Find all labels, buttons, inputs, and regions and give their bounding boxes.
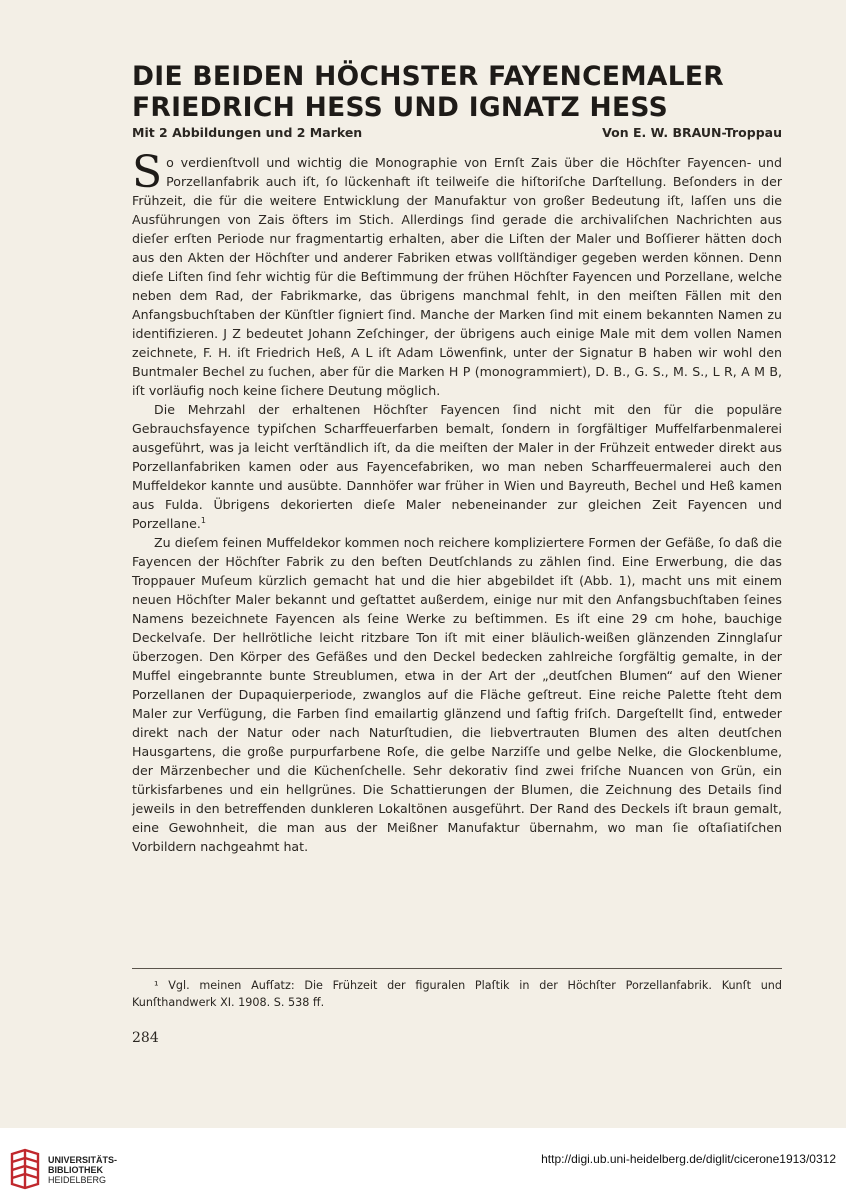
article-body (132, 147, 782, 856)
author: Von E. W. BRAUN-Troppau (602, 125, 782, 140)
library-name-line-2: BIBLIOTHEK (48, 1165, 103, 1175)
paragraph-1-text: o verdienſtvoll und wichtig die Monographie von Ernſt Zais über die Höchſter Fayencen- und Porzellanfabrik auch iſt, ſo lückenhaft iſt teilweiſe die hiſtoriſche Darſtellung. Beſonders in der Frühzeit, die für die weitere Entwicklung der Manufaktur von großer Bedeutung iſt, laſſen uns die Ausführungen von Zais öfters im Stich. Allerdings ſind gerade die archivaliſchen Nachrichten aus dieſer erſten Periode nur fragmentartig erhalten, aber die Liſten der Maler und Boſſierer hätten doch aus den Akten der Höchſter und anderer Fabriken etwas vollſtändiger gegeben werden können. Denn dieſe Liſten ſind ſehr wichtig für die Beſtimmung der frühen Höchſter Fayencen und Porzellane, welche neben dem Rad, der Fabrikmarke, das übrigens manchmal fehlt, in den meiſten Fällen mit den Anfangsbuchſtaben der Künſtler ſigniert ſind. Manche der Marken ſind mit einem bekannten Namen zu identifizieren. J Z bedeutet Johann Zeſchinger, der übrigens auch einige Male mit dem vollen Namen zeichnete, F. H. iſt Friedrich Heß, A L iſt Adam Löwenfink, unter der Signatur B haben wir wohl den Buntmaler Bechel zu ſuchen, aber für die Marken H P (monogrammiert), D. B., G. S., M. S., L R, A M B, iſt vorläufig noch keine ſichere Deutung möglich. (132, 155, 782, 398)
library-name-line-3: HEIDELBERG (48, 1175, 107, 1185)
library-name (48, 1155, 117, 1185)
university-library-logo-icon (8, 1148, 42, 1190)
library-name-line-1: UNIVERSITÄTS- (48, 1155, 118, 1165)
article-title-line-2: FRIEDRICH HESS UND IGNATZ HESS (132, 92, 669, 123)
paragraph-2 (132, 400, 782, 533)
digitization-footer (0, 1128, 846, 1202)
article-title-line-1: DIE BEIDEN HÖCHSTER FAYENCEMALER (132, 61, 725, 92)
page-number: 284 (132, 1030, 159, 1046)
footnote: ¹ Vgl. meinen Aufſatz: Die Frühzeit der figuralen Plaſtik in der Höchſter Porzellanfabrik. Kunſt und Kunſthandwerk XI. 1908. S. 538 ff. (132, 979, 782, 1009)
paragraph-3: Zu dieſem feinen Muffeldekor kommen noch reichere kompliziertere Formen der Gefäße, ſo daß die Fayencen der Höchſter Fabrik zu den beſten Deutſchlands zu zählen ſind. Eine Erwerbung, die das Troppauer Muſeum kürzlich gemacht hat und die hier abgebildet iſt (Abb. 1), macht uns mit einem neuen Höchſter Maler bekannt und geſtattet außerdem, einige nur mit den Anfangsbuchſtaben ſeines Namens bezeichnete Fayencen als ſeine Werke zu beſtimmen. Es iſt eine 29 cm hohe, bauchige Deckelvaſe. Der hellrötliche leicht ritzbare Ton iſt mit einer bläulich-weißen glänzenden Zinnglaſur überzogen. Den Körper des Gefäßes und den Deckel bedecken zahlreiche ſorgfältig gemalte, in der Muffel eingebrannte bunte Streublumen, etwa in der Art der „deutſchen Blumen“ auf den Wiener Porzellanen der Dupaquierperiode, zwanglos auf die Fläche geſtreut. Eine reiche Palette ſteht dem Maler zur Verfügung, die Farben ſind emailartig glänzend und ſaftig friſch. Dargeſtellt ſind, entweder direkt nach der Natur oder nach Naturſtudien, die liebvertrauten Blumen des alten deutſchen Hausgartens, die große purpurfarbene Roſe, die gelbe Narziſſe und gelbe Nelke, die Glockenblume, der Märzenbecher und die Küchenſchelle. Sehr dekorativ ſind zwei friſche Nuancen von Grün, ein türkisfarbenes und ein hellgrünes. Die Schattierungen der Blumen, die Zeichnung des Details ſind jeweils in den betreffenden dunkleren Lokaltönen ausgeführt. Der Rand des Deckels iſt braun gemalt, eine Gewohnheit, die man aus der Meißner Manufaktur übernahm, wo man ſie oſtaſiatiſchen Vorbildern nachgeahmt hat. (132, 535, 782, 854)
footnote-divider (132, 968, 782, 969)
paragraph-2-text: Die Mehrzahl der erhaltenen Höchſter Fayencen ſind nicht mit den für die populäre Gebrauchsfayence typiſchen Scharffeuerfarben bemalt, ſondern in ſorgfältiger Muffelfarbenmalerei ausgeführt, was ja leicht verſtändlich iſt, da die meiſten der Maler in der Frühzeit entweder direkt aus Porzellanfabriken kamen oder aus Fayencefabriken, wo man neben Scharffeuermalerei auch den Muffeldekor kannte und ausübte. Dannhöfer war früher in Wien und Bayreuth, Bechel und Heß kamen aus Fulda. Übrigens dekorierten dieſe Maler nebeneinander zur gleichen Zeit Fayencen und Porzellane. (132, 402, 782, 531)
drop-cap: S (132, 147, 163, 198)
footnote-reference[interactable]: 1 (200, 515, 206, 525)
permalink-url[interactable]: http://digi.ub.uni-heidelberg.de/diglit/cicerone1913/0312 (541, 1152, 836, 1166)
byline (132, 125, 782, 143)
paragraph-1 (132, 147, 782, 400)
subtitle: Mit 2 Abbildungen und 2 Marken (132, 125, 363, 140)
